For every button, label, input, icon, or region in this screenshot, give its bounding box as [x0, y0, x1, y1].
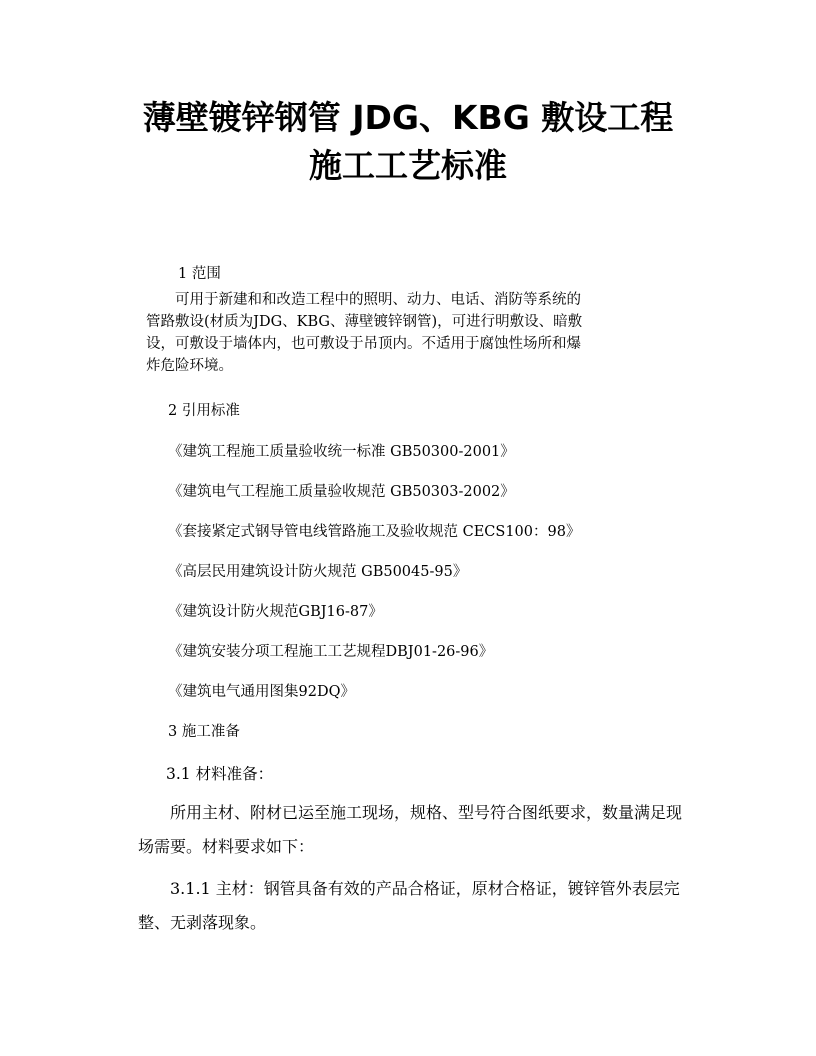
reference-item: 《建筑工程施工质量验收统一标准 GB50300-2001》: [168, 444, 515, 460]
reference-item: 《建筑电气通用图集92DQ》: [168, 684, 355, 700]
section-3-1-heading: 3.1 材料准备：: [166, 765, 274, 783]
section-2-heading: 2 引用标准: [168, 403, 240, 419]
section-1-paragraph: 可用于新建和和改造工程中的照明、动力、电话、消防等系统的管路敷设(材质为JDG、KBG、薄壁镀锌钢管)，可进行明敷设、暗敷设，可敷设于墙体内，也可敷设于吊顶内。不适用于腐蚀性场所和爆炸危险环境。: [146, 292, 583, 374]
reference-item: 《套接紧定式钢导管电线管路施工及验收规范 CECS100：98》: [168, 524, 581, 540]
document-title-line-2: 施工工艺标准: [309, 146, 507, 185]
reference-item: 《建筑设计防火规范GBJ16-87》: [168, 604, 383, 620]
section-3-1-1-paragraph: 3.1.1 主材：钢管具备有效的产品合格证，原材合格证，镀锌管外表层完整、无剥落现象。: [138, 879, 680, 932]
reference-item: 《高层民用建筑设计防火规范 GB50045-95》: [168, 564, 468, 580]
section-1-heading: 1 范围: [178, 266, 221, 282]
reference-item: 《建筑安装分项工程施工工艺规程DBJ01-26-96》: [168, 644, 494, 660]
section-3-heading: 3 施工准备: [168, 724, 240, 740]
reference-item: 《建筑电气工程施工质量验收规范 GB50303-2002》: [168, 484, 515, 500]
section-3-1-paragraph: 所用主材、附材已运至施工现场，规格、型号符合图纸要求，数量满足现场需要。材料要求如下：: [138, 803, 683, 856]
document-title-line-1: 薄壁镀锌钢管 JDG、KBG 敷设工程: [142, 98, 674, 137]
